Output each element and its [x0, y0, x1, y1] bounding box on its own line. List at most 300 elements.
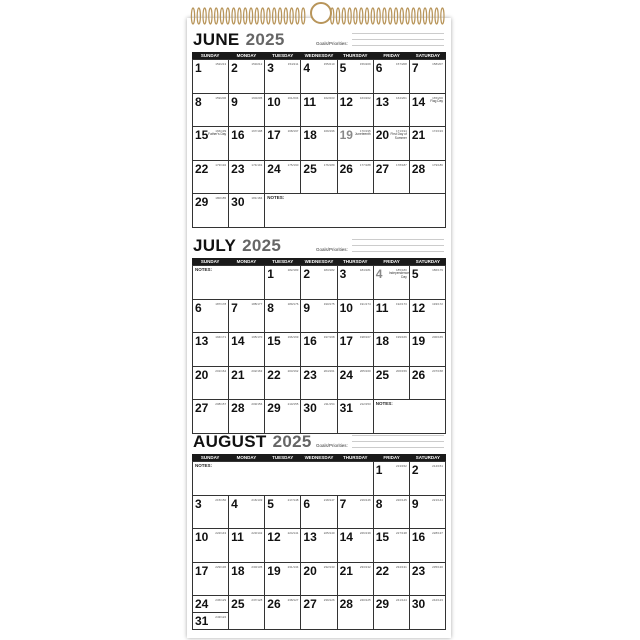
day-cell — [229, 60, 265, 94]
holiday-label: Father's Day — [208, 132, 227, 136]
day-of-year: 239/126 — [323, 598, 335, 602]
coil-loop — [220, 8, 223, 24]
day-cell — [410, 529, 446, 563]
day-cell — [229, 496, 265, 530]
day-number: 21 — [339, 563, 353, 578]
month-grid — [192, 265, 446, 434]
day-cell — [193, 333, 229, 367]
month-header — [192, 30, 446, 52]
day-of-year: 203/162 — [287, 368, 299, 373]
day-cell — [193, 596, 229, 630]
day-of-year: 199/166 — [395, 335, 407, 339]
day-cell — [410, 367, 446, 401]
day-number: 21 — [231, 367, 245, 382]
day-cell — [410, 161, 446, 195]
day-of-year: 183/182 — [323, 268, 335, 272]
day-cell — [193, 496, 229, 530]
day-cell — [193, 94, 229, 128]
day-cell — [338, 94, 374, 128]
day-of-year: 152/213 — [215, 62, 227, 66]
day-number: 25 — [303, 161, 317, 176]
day-cell — [301, 367, 337, 401]
day-number: 3 — [339, 267, 347, 281]
coil-loop — [244, 8, 247, 24]
weekday-label: TUESDAY — [272, 259, 294, 264]
day-number: 10 — [195, 530, 209, 544]
goals-line — [352, 441, 444, 442]
day-of-year: 166/199 — [215, 129, 227, 133]
day-number: 13 — [303, 530, 317, 544]
day-number: 8 — [375, 496, 383, 511]
weekday-label: SUNDAY — [200, 53, 220, 58]
goals-line — [352, 45, 444, 46]
day-cell — [374, 127, 410, 161]
day-number: 22 — [267, 367, 281, 382]
day-of-year: 161/204 — [287, 95, 299, 100]
day-of-year: 186/179 — [432, 268, 443, 272]
day-of-year: 235/130 — [432, 564, 443, 569]
day-number: 18 — [375, 334, 390, 348]
weekday-label: SATURDAY — [415, 455, 440, 460]
day-of-year: 218/147 — [323, 497, 335, 502]
day-number: 19 — [339, 128, 353, 142]
weekday-header-bar — [192, 258, 446, 265]
day-of-year: 232/133 — [323, 564, 335, 569]
day-cell — [410, 127, 446, 161]
day-number: 9 — [411, 496, 419, 511]
day-cell — [301, 94, 337, 128]
day-cell — [374, 462, 410, 496]
coil-loop — [203, 8, 206, 24]
day-number: 14 — [411, 94, 426, 109]
day-of-year: 165/200 — [432, 95, 443, 100]
day-of-year: 212/153 — [359, 402, 371, 406]
day-of-year: 192/173 — [395, 301, 407, 306]
day-cell — [265, 333, 301, 367]
day-cell — [374, 300, 410, 334]
day-cell — [374, 60, 410, 94]
day-of-year: 197/168 — [323, 335, 335, 339]
weekday-label: MONDAY — [236, 53, 257, 58]
day-number: 8 — [267, 300, 274, 315]
day-cell — [374, 596, 410, 630]
day-of-year: 211/154 — [323, 402, 335, 406]
day-of-year: 231/134 — [287, 564, 299, 569]
day-number: 6 — [375, 61, 383, 75]
coil-loop — [232, 8, 235, 24]
month-name: JULY — [193, 236, 237, 255]
weekday-header-bar — [192, 454, 446, 461]
day-of-year: 162/203 — [323, 95, 335, 100]
coil-loop — [429, 8, 432, 24]
day-number: 23 — [411, 563, 426, 578]
day-cell — [301, 127, 337, 161]
day-number: 31 — [339, 401, 353, 415]
day-cell — [229, 367, 265, 401]
day-cell — [301, 596, 337, 630]
day-cell — [265, 563, 301, 597]
notes-area — [193, 462, 374, 496]
day-of-year: 173/192 — [215, 162, 227, 167]
day-of-year: 205/160 — [359, 368, 371, 373]
day-number: 12 — [339, 94, 353, 109]
day-of-year: 214/151 — [432, 464, 443, 468]
month-year: 2025 — [242, 236, 282, 255]
coil-loop — [215, 8, 218, 24]
day-number: 9 — [303, 300, 311, 315]
weekday-label: TUESDAY — [272, 455, 294, 460]
day-of-year: 227/138 — [395, 531, 407, 535]
holiday-label: First Day of Summer — [390, 132, 407, 140]
day-of-year: 159/206 — [215, 95, 227, 100]
coil-loop — [360, 8, 363, 24]
day-cell — [338, 127, 374, 161]
day-cell — [193, 60, 229, 94]
day-cell — [193, 127, 229, 161]
weekday-label: SATURDAY — [415, 259, 440, 264]
coil-loop — [261, 8, 264, 24]
month-header — [192, 432, 446, 454]
holiday-label: Juneteenth — [354, 132, 371, 136]
month-title — [193, 236, 281, 256]
day-of-year: 175/190 — [287, 162, 299, 167]
goals-label: Goals/Priorities: — [316, 41, 348, 46]
day-number: 7 — [231, 300, 238, 315]
day-cell — [338, 60, 374, 94]
day-of-year: 237/128 — [251, 598, 263, 602]
day-of-year: 228/137 — [432, 531, 443, 535]
day-cell — [338, 333, 374, 367]
day-cell — [193, 367, 229, 401]
day-number: 17 — [339, 334, 353, 348]
day-cell — [193, 161, 229, 195]
day-cell — [374, 266, 410, 300]
day-number: 7 — [411, 61, 419, 75]
day-cell — [229, 300, 265, 334]
day-number: 16 — [231, 128, 245, 142]
coil-loop — [278, 8, 281, 24]
day-of-year: 155/210 — [323, 62, 335, 66]
day-of-year: 209/156 — [251, 402, 263, 406]
day-of-year: 225/140 — [323, 531, 335, 535]
day-cell — [229, 529, 265, 563]
day-cell — [338, 367, 374, 401]
coil-loop — [348, 8, 351, 24]
month-june — [192, 30, 446, 228]
day-of-year: 223/142 — [251, 531, 263, 535]
coil-loop — [302, 8, 305, 24]
day-number: 17 — [195, 563, 209, 578]
day-number: 26 — [267, 597, 281, 611]
day-number: 25 — [231, 597, 245, 611]
day-number: 2 — [231, 61, 238, 75]
day-number: 1 — [267, 267, 274, 281]
day-number: 25 — [375, 367, 390, 382]
day-cell — [265, 596, 301, 630]
day-cell — [301, 563, 337, 597]
day-cell — [374, 563, 410, 597]
day-cell — [338, 529, 374, 563]
day-number: 15 — [267, 334, 281, 348]
month-name: JUNE — [193, 30, 240, 49]
day-number: 15 — [375, 530, 390, 544]
notes-area — [265, 194, 446, 228]
weekday-label: MONDAY — [236, 455, 257, 460]
day-cell — [265, 300, 301, 334]
day-of-year: 207/158 — [432, 368, 443, 373]
day-number: 19 — [411, 334, 426, 348]
day-cell — [410, 300, 446, 334]
day-cell — [410, 563, 446, 597]
weekday-label: MONDAY — [236, 259, 257, 264]
day-cell — [265, 529, 301, 563]
weekday-label: WEDNESDAY — [304, 455, 334, 460]
day-number: 7 — [339, 496, 347, 511]
month-grid — [192, 461, 446, 630]
holiday-label: Independence Day — [388, 271, 410, 279]
day-of-year: 195/170 — [251, 335, 263, 339]
goals-label: Goals/Priorities: — [316, 443, 348, 448]
day-of-year: 176/189 — [323, 162, 335, 167]
coil-loop — [418, 8, 421, 24]
day-cell — [229, 127, 265, 161]
day-of-year: 168/197 — [287, 129, 299, 133]
day-cell — [265, 266, 301, 300]
month-title — [193, 30, 285, 50]
day-number: 18 — [231, 563, 245, 578]
day-of-year: 224/141 — [287, 531, 299, 535]
day-of-year: 202/163 — [251, 368, 263, 373]
day-cell — [374, 496, 410, 530]
notes-label: NOTES: — [195, 463, 213, 468]
day-of-year: 179/186 — [432, 162, 443, 167]
day-number: 4 — [303, 61, 311, 75]
day-of-year: 157/208 — [395, 62, 407, 66]
day-cell — [301, 400, 337, 434]
weekday-label: SATURDAY — [415, 53, 440, 58]
day-of-year: 184/181 — [359, 268, 371, 272]
coil-loop — [435, 8, 438, 24]
goals-line — [352, 435, 444, 436]
day-of-year: 189/176 — [287, 301, 299, 306]
day-number: 30 — [231, 195, 245, 209]
day-number: 10 — [267, 94, 281, 109]
day-number: 12 — [411, 300, 426, 315]
coil-loop — [377, 8, 380, 24]
goals-line — [352, 447, 444, 448]
weekday-label: WEDNESDAY — [304, 53, 334, 58]
day-number: 20 — [375, 128, 390, 142]
day-number: 1 — [195, 61, 202, 75]
notes-label: NOTES: — [195, 267, 213, 272]
day-number: 23 — [303, 367, 317, 382]
day-number: 30 — [411, 597, 426, 611]
coil-loop — [412, 8, 415, 24]
day-number: 26 — [411, 367, 426, 382]
day-number: 11 — [375, 300, 389, 315]
day-of-year: 216/149 — [251, 497, 263, 502]
month-name: AUGUST — [193, 432, 267, 451]
day-of-year: 219/146 — [359, 497, 371, 502]
day-cell — [374, 161, 410, 195]
coil-loop — [249, 8, 252, 24]
weekday-label: SUNDAY — [200, 455, 220, 460]
day-cell — [193, 563, 229, 597]
day-cell — [338, 563, 374, 597]
day-cell — [338, 496, 374, 530]
day-of-year: 193/172 — [432, 301, 443, 306]
day-of-year: 198/167 — [359, 335, 371, 339]
day-number: 23 — [231, 161, 245, 176]
day-number: 27 — [195, 401, 209, 415]
day-of-year: 163/202 — [359, 95, 371, 100]
day-of-year: 243/122 — [215, 615, 227, 619]
day-number: 8 — [195, 94, 202, 109]
day-number: 24 — [195, 597, 209, 611]
day-cell — [229, 94, 265, 128]
day-of-year: 234/131 — [395, 564, 407, 569]
weekday-label: THURSDAY — [342, 455, 368, 460]
coil-loop — [290, 8, 293, 24]
day-of-year: 236/129 — [215, 598, 227, 602]
day-cell — [410, 266, 446, 300]
coil-loop — [389, 8, 392, 24]
day-number: 21 — [411, 128, 426, 142]
day-of-year: 169/196 — [323, 129, 335, 133]
day-of-year: 154/211 — [287, 62, 299, 66]
day-cell — [410, 60, 446, 94]
day-cell — [229, 400, 265, 434]
day-of-year: 208/157 — [215, 402, 227, 406]
goals-line — [352, 239, 444, 240]
coil-loop — [365, 8, 368, 24]
hanger-ring — [310, 2, 332, 24]
goals-line — [352, 251, 444, 252]
day-number: 26 — [339, 161, 353, 176]
day-of-year: 156/209 — [359, 62, 371, 66]
day-of-year: 174/191 — [251, 162, 263, 167]
day-number: 13 — [195, 334, 209, 348]
day-number: 2 — [303, 267, 311, 281]
day-cell — [193, 400, 229, 434]
day-of-year: 180/185 — [215, 196, 227, 200]
day-cell — [193, 300, 229, 334]
coil-loop — [400, 8, 403, 24]
day-number: 1 — [375, 463, 383, 477]
goals-line — [352, 39, 444, 40]
day-cell — [301, 161, 337, 195]
day-number: 4 — [231, 496, 238, 511]
day-cell — [265, 400, 301, 434]
day-number: 2 — [411, 463, 419, 477]
day-cell — [229, 333, 265, 367]
weekday-label: TUESDAY — [272, 53, 294, 58]
day-of-year: 191/174 — [359, 301, 371, 306]
day-number: 11 — [303, 94, 317, 109]
day-of-year: 242/123 — [432, 598, 443, 602]
weekday-label: FRIDAY — [383, 455, 400, 460]
day-cell — [265, 127, 301, 161]
day-number: 29 — [375, 597, 390, 611]
day-number: 22 — [195, 161, 209, 176]
coil-loop — [191, 8, 194, 24]
month-year: 2025 — [272, 432, 312, 451]
day-cell — [301, 266, 337, 300]
day-number: 6 — [195, 300, 202, 315]
day-number: 24 — [267, 161, 281, 176]
day-number: 29 — [267, 401, 281, 415]
day-cell — [374, 94, 410, 128]
day-of-year: 188/177 — [251, 301, 263, 306]
day-number: 18 — [303, 128, 317, 142]
day-of-year: 220/145 — [395, 497, 407, 502]
notes-label: NOTES: — [375, 401, 393, 406]
day-of-year: 177/188 — [359, 162, 371, 167]
day-number: 16 — [303, 334, 317, 348]
day-of-year: 160/205 — [251, 95, 263, 100]
coil-loop — [238, 8, 241, 24]
day-of-year: 213/152 — [395, 464, 407, 468]
day-of-year: 178/187 — [395, 162, 407, 167]
coil-loop — [371, 8, 374, 24]
day-of-year: 230/135 — [251, 564, 263, 569]
day-cell — [374, 529, 410, 563]
month-header — [192, 236, 446, 258]
day-cell — [265, 94, 301, 128]
day-of-year: 221/144 — [432, 497, 443, 502]
coil-loop — [267, 8, 270, 24]
day-number: 11 — [231, 530, 244, 544]
day-of-year: 153/212 — [251, 62, 263, 66]
weekday-label: FRIDAY — [383, 53, 400, 58]
day-number: 14 — [231, 334, 245, 348]
day-number: 5 — [339, 61, 347, 75]
day-of-year: 215/150 — [215, 497, 227, 502]
coil-loop — [273, 8, 276, 24]
day-cell — [338, 161, 374, 195]
day-of-year: 206/159 — [395, 368, 407, 373]
day-of-year: 217/148 — [287, 497, 299, 502]
day-number: 31 — [195, 614, 209, 628]
notes-area — [193, 266, 265, 300]
day-of-year: 226/139 — [359, 531, 371, 535]
notes-label: NOTES: — [267, 195, 285, 200]
day-number: 3 — [195, 496, 202, 511]
holiday-label: Flag Day — [430, 98, 443, 103]
day-cell — [338, 596, 374, 630]
day-cell — [410, 333, 446, 367]
month-july — [192, 236, 446, 434]
coil-loop — [226, 8, 229, 24]
day-number: 28 — [339, 597, 353, 611]
day-of-year: 190/175 — [323, 301, 335, 306]
coil-loop — [197, 8, 200, 24]
day-cell — [374, 333, 410, 367]
day-cell — [193, 194, 229, 228]
day-number: 30 — [303, 401, 317, 415]
day-cell — [410, 462, 446, 496]
day-number: 20 — [303, 563, 317, 578]
day-cell — [301, 496, 337, 530]
coil-loop — [354, 8, 357, 24]
day-cell — [374, 367, 410, 401]
day-of-year: 196/169 — [287, 335, 299, 339]
coil-loop — [441, 8, 444, 24]
day-cell — [229, 563, 265, 597]
day-number: 22 — [375, 563, 390, 578]
coil-loop — [209, 8, 212, 24]
day-of-year: 201/164 — [215, 368, 227, 373]
